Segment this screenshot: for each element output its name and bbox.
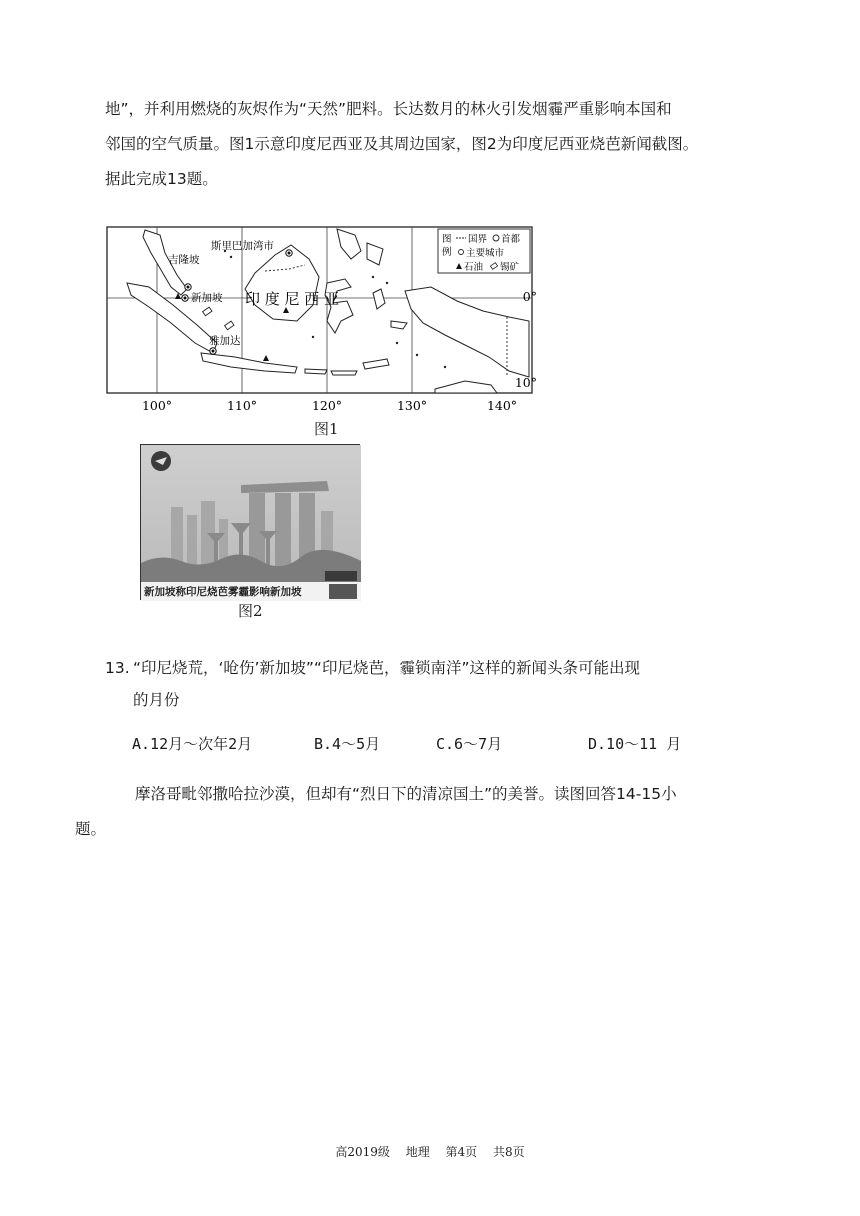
city-label-kuala-lumpur: 吉隆坡 — [168, 254, 200, 266]
lat-label-10: 10° — [514, 375, 537, 390]
intro2-line: 摩洛哥毗邻撒哈拉沙漠，但却有“烈日下的清凉国土”的美誉。读图回答14-15小 — [135, 785, 677, 803]
lon-label-100: 100° — [141, 398, 173, 413]
svg-text:首都: 首都 — [501, 234, 521, 245]
svg-text:石油: 石油 — [464, 262, 484, 273]
footer-grade: 高2019级 — [335, 1145, 390, 1159]
option-d[interactable]: D.10～11 月 — [588, 735, 682, 753]
figure2-caption: 图2 — [238, 602, 263, 620]
page-footer — [0, 1143, 860, 1160]
question-text-line1: “印尼烧荒，‘呛伤’新加坡”“印尼烧芭，霾锁南洋”这样的新闻头条可能出现 — [133, 659, 640, 677]
svg-text:主要城市: 主要城市 — [466, 248, 505, 259]
map-legend — [438, 229, 530, 273]
question-number: 13. — [105, 659, 130, 677]
footer-total: 共8页 — [493, 1145, 525, 1159]
intro-line: 据此完成13题。 — [105, 170, 218, 188]
figure1-caption: 图1 — [314, 420, 339, 438]
option-b[interactable]: B.4～5月 — [314, 735, 381, 753]
news-caption: 新加坡称印尼烧芭雾霾影响新加坡 — [144, 586, 302, 598]
intro-line: 地”，并利用燃烧的灰烬作为“天然”肥料。长达数月的林火引发烟霾严重影响本国和 — [105, 100, 672, 118]
city-label-singapore: 新加坡 — [191, 292, 223, 304]
svg-text:锡矿: 锡矿 — [500, 262, 520, 273]
lat-label-0: 0° — [522, 289, 537, 304]
city-label-jakarta: 雅加达 — [209, 335, 241, 347]
svg-text:图: 图 — [442, 234, 452, 245]
option-a[interactable]: A.12月～次年2月 — [132, 735, 253, 753]
option-c[interactable]: C.6～7月 — [436, 735, 503, 753]
intro2-line: 题。 — [75, 820, 107, 838]
lon-label-110: 110° — [226, 398, 258, 413]
intro-paragraph — [105, 92, 765, 197]
footer-page: 第4页 — [445, 1145, 478, 1159]
lon-label-130: 130° — [396, 398, 428, 413]
intro-line: 邻国的空气质量。图1示意印度尼西亚及其周边国家，图2为印度尼西亚烧芭新闻截图。 — [105, 135, 699, 153]
city-label-bandar-seri-begawan: 斯里巴加湾市 — [211, 240, 274, 252]
svg-text:例: 例 — [442, 247, 452, 258]
intro-paragraph-2 — [75, 777, 765, 847]
haze-photo — [141, 445, 361, 601]
lon-label-140: 140° — [486, 398, 518, 413]
indonesia-map — [105, 225, 535, 413]
svg-text:国界: 国界 — [468, 234, 488, 245]
question-text-line2: 的月份 — [133, 691, 180, 709]
footer-subject: 地理 — [405, 1145, 430, 1159]
country-label-indonesia: 印 度 尼 西 亚 — [245, 290, 340, 308]
news-screenshot — [140, 444, 360, 600]
question-13 — [105, 652, 765, 716]
lon-label-120: 120° — [311, 398, 343, 413]
